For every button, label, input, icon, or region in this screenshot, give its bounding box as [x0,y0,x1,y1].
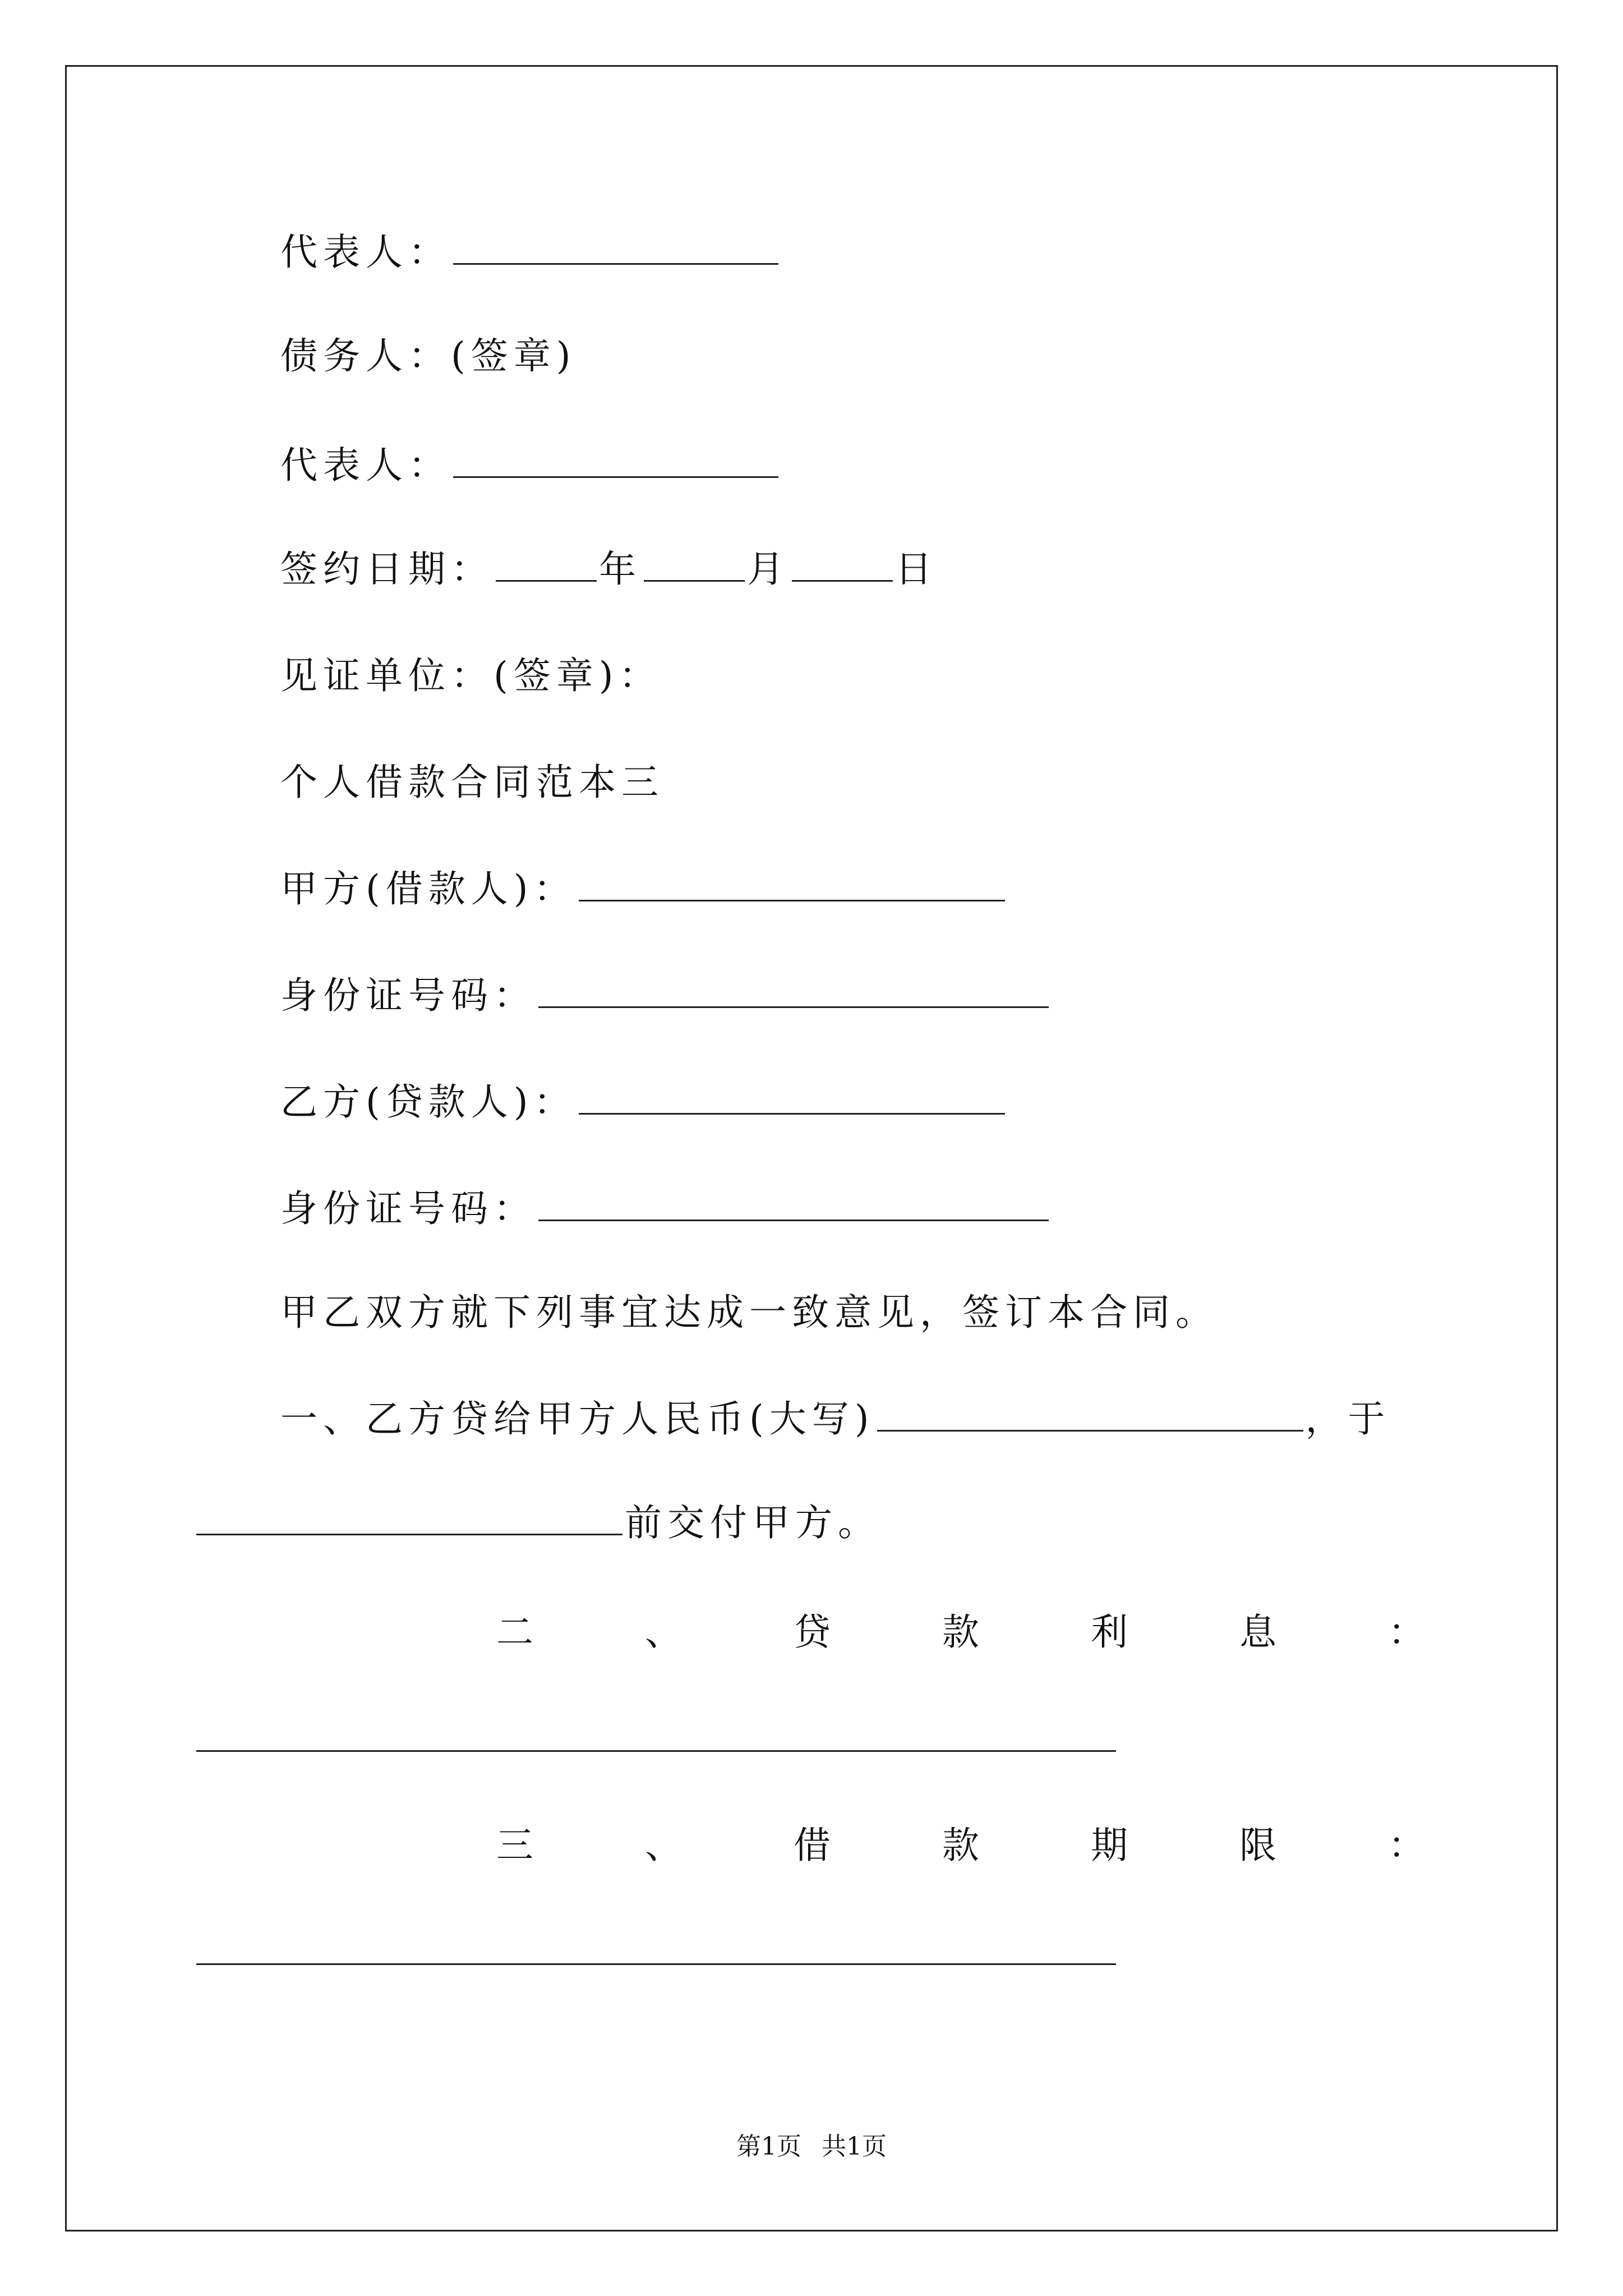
agreement-text: 甲乙双方就下列事宜达成一致意见，签订本合同。 [280,1291,1218,1334]
id-b-label: 身份证号码： [280,1187,536,1230]
representative-label: 代表人： [280,444,451,487]
clause-1-cont-text: 前交付甲方。 [625,1501,880,1544]
clause-1-continuation [196,1498,880,1548]
interest-blank [196,1750,1116,1752]
party-b-blank [579,1082,1005,1115]
delivery-date-blank [196,1502,623,1535]
witness-label: 见证单位：(签章)： [280,654,662,697]
clause-2-char: 息 [1239,1611,1276,1654]
clause-1-end: ，于 [1305,1397,1391,1441]
page-frame [65,65,1558,2231]
day-label: 日 [895,547,938,591]
debtor-line [280,331,577,381]
sign-date-line [280,544,938,595]
clause-3-char: 、 [645,1824,682,1867]
clause-2-char: 贷 [794,1611,831,1654]
clause-2-char: 利 [1091,1611,1128,1654]
representative-label: 代表人： [280,231,451,274]
party-a-line [280,864,1007,914]
month-blank [644,549,745,582]
page-number: 第1页 [736,2132,801,2161]
clause-3-char: 期 [1091,1824,1128,1867]
clause-2-char: ： [1388,1611,1425,1654]
id-a-line [280,970,1051,1021]
id-a-blank [538,975,1049,1008]
representative-blank [453,232,778,265]
id-a-label: 身份证号码： [280,974,536,1017]
year-label: 年 [599,547,642,591]
term-blank [196,1963,1116,1965]
clause-3-char: 三 [496,1824,533,1867]
clause-3-char: 款 [942,1824,979,1867]
party-a-blank [579,868,1005,901]
page-total: 共1页 [822,2132,887,2161]
clause-1-text: 一、乙方贷给甲方人民币(大写) [280,1397,875,1441]
amount-blank [877,1398,1303,1432]
id-b-line [280,1184,1051,1234]
party-a-label: 甲方(借款人)： [280,867,577,910]
template-title-text: 个人借款合同范本三 [280,761,664,804]
debtor-label: 债务人：(签章) [280,334,577,378]
day-blank [792,549,893,582]
clause-3-char: 借 [794,1824,831,1867]
representative-line-1 [280,227,781,278]
id-b-blank [538,1188,1049,1221]
template-title [280,757,664,808]
month-label: 月 [747,547,790,591]
representative-line-2 [280,440,781,491]
representative-blank [453,445,778,478]
sign-date-label: 签约日期： [280,547,494,591]
clause-2-char: 款 [942,1611,979,1654]
party-b-label: 乙方(贷款人)： [280,1080,577,1124]
clause-3-char: 限 [1239,1824,1276,1867]
page-footer [0,2126,1623,2162]
clause-2-char: 、 [645,1611,682,1654]
clause-3-char: ： [1388,1824,1425,1867]
witness-line [280,651,662,701]
party-b-line [280,1077,1007,1128]
clause-1-line [280,1394,1391,1444]
agreement-line [280,1287,1218,1338]
clause-2-char: 二 [496,1611,533,1654]
year-blank [496,549,597,582]
